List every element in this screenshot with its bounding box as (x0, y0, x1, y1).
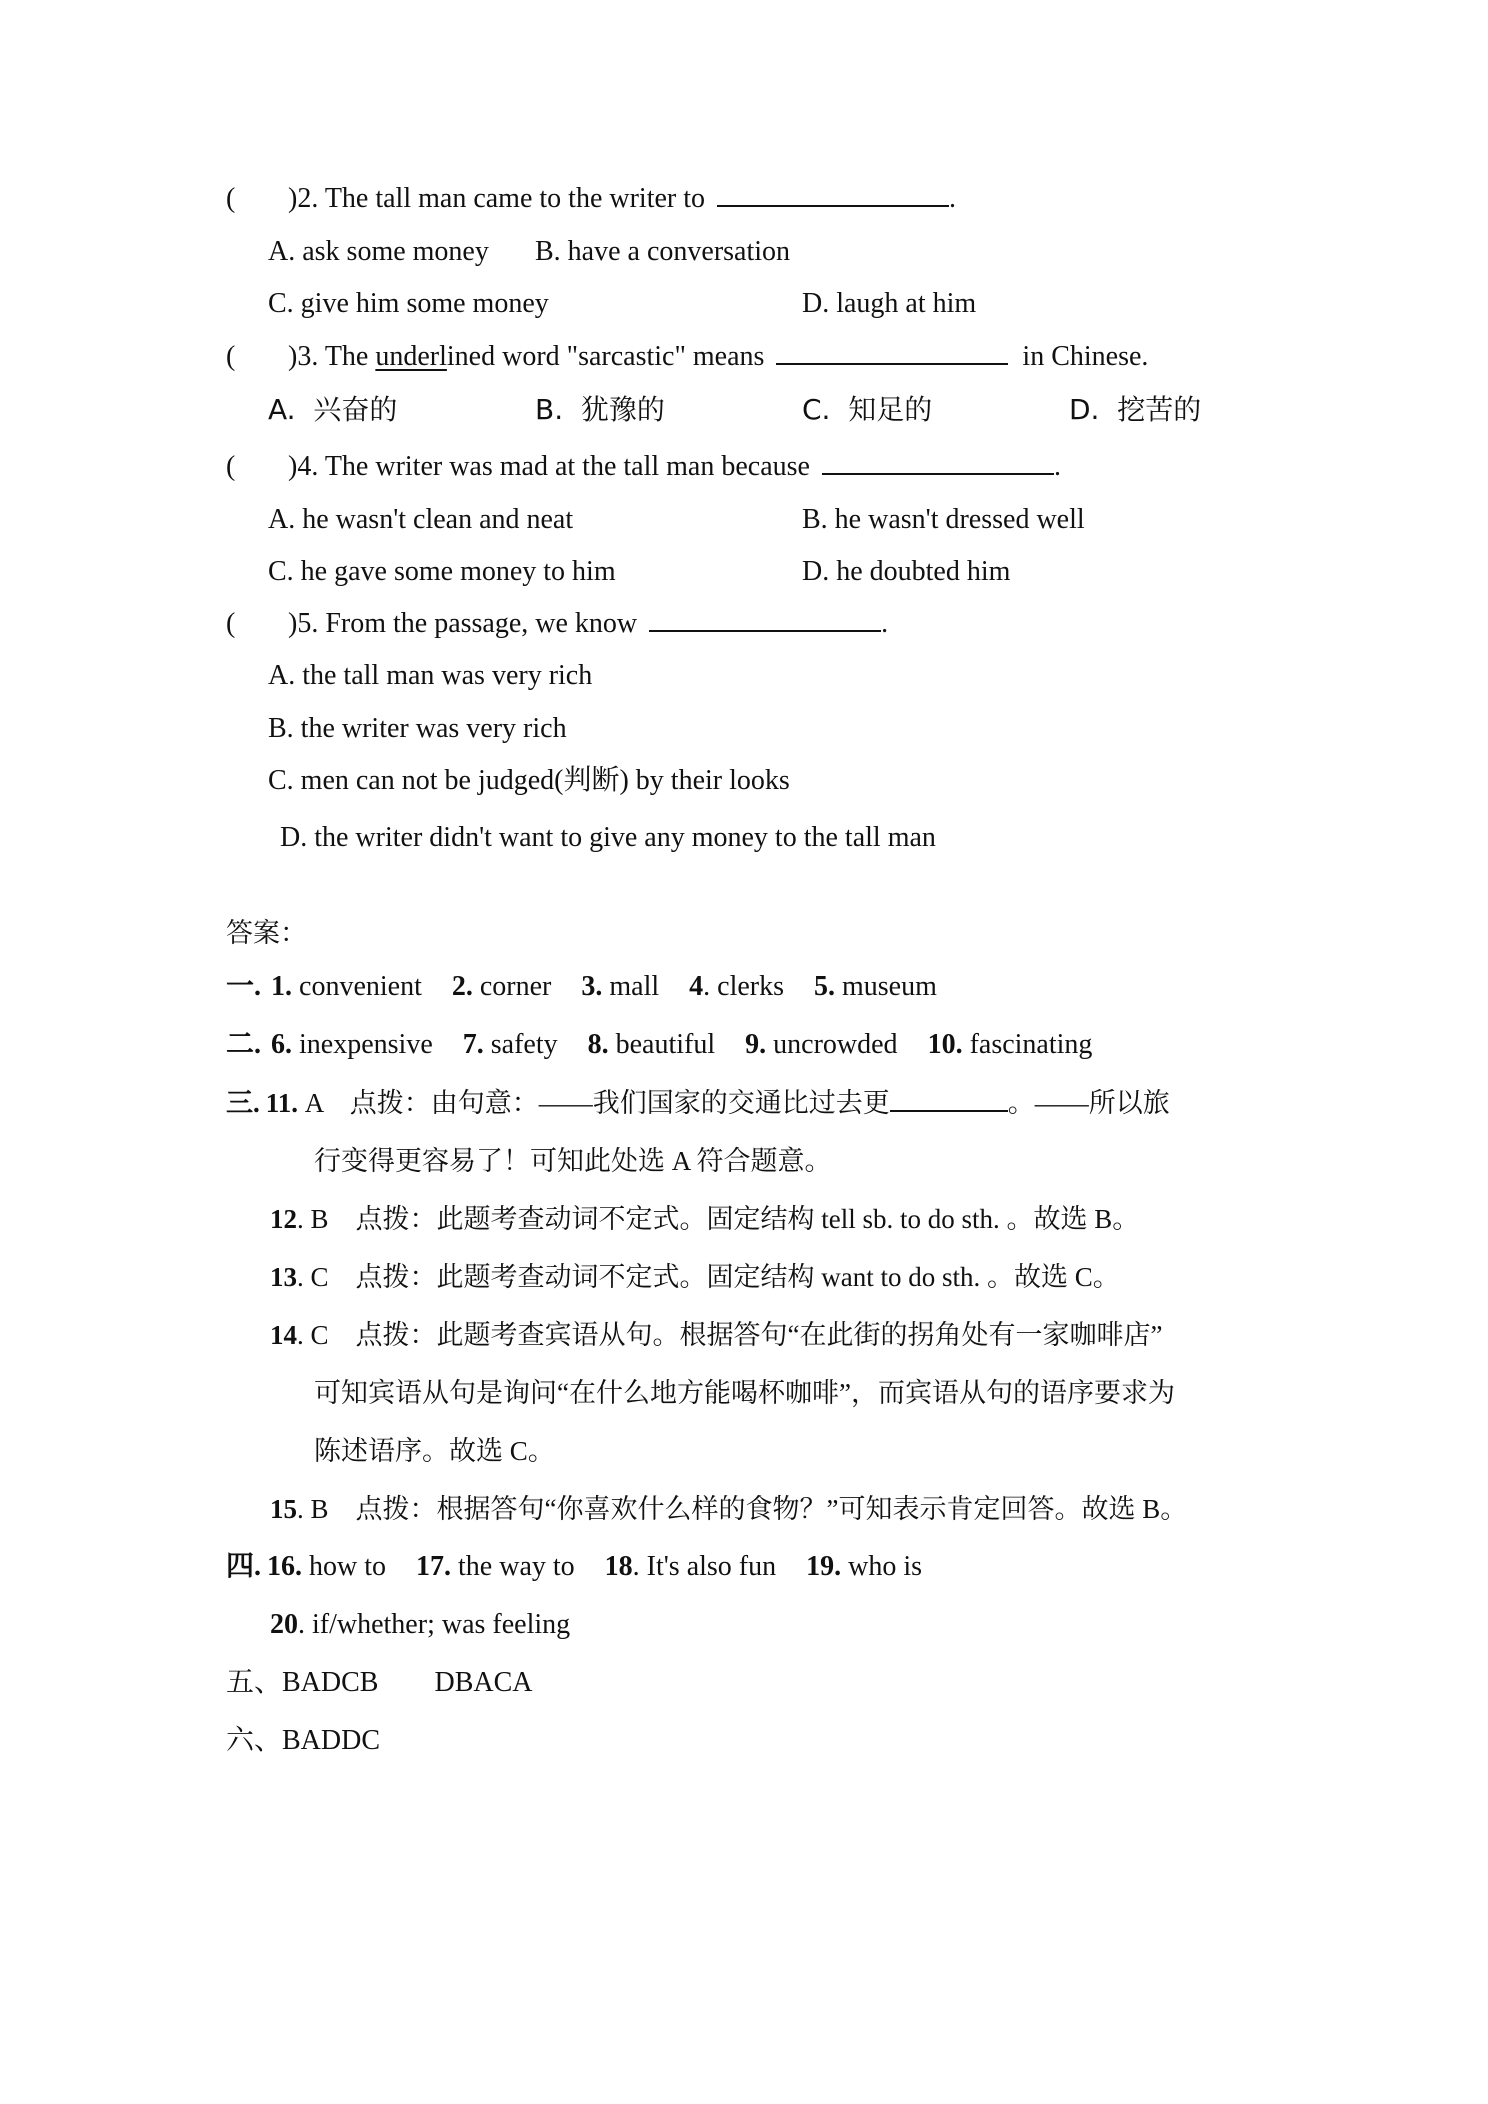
answers-section-6: 六、BADDC (226, 1725, 381, 1756)
answer-number: 15 (270, 1494, 297, 1524)
answer-number: 3. (581, 971, 603, 1002)
answer-explanation: . B 点拨：根据答句“你喜欢什么样的食物？”可知表示肯定回答。故选 B。 (297, 1494, 1188, 1524)
answer-12 (270, 1199, 1139, 1239)
stem-end: . (1053, 451, 1061, 482)
answer-number: 13 (270, 1262, 297, 1292)
answer-number: 9. (745, 1029, 767, 1060)
option-2c: C. give him some money (268, 288, 549, 319)
answer-text: fascinating (962, 1029, 1093, 1060)
option-4b: B. he wasn't dressed well (802, 504, 1085, 535)
answer-blank (890, 1084, 1008, 1112)
answer-number: 16. (267, 1551, 303, 1582)
answer-14 (270, 1315, 1162, 1355)
option-4a: A. he wasn't clean and neat (268, 504, 574, 535)
answer-text: beautiful (608, 1029, 716, 1060)
answer-number: 19. (806, 1551, 842, 1582)
answer-text: inexpensive (292, 1029, 433, 1060)
answer-text: museum (835, 971, 937, 1002)
question-stem-text: )2. The tall man came to the writer to (288, 183, 706, 214)
answer-20 (270, 1605, 570, 1645)
answer-text: mall (602, 971, 660, 1002)
answer-blank (776, 337, 1008, 365)
answer-explanation: . C 点拨：此题考查动词不定式。固定结构 want to do sth. 。故选 C。 (297, 1262, 1120, 1292)
answer-number: 2. (451, 971, 473, 1002)
answer-number: 7. (462, 1029, 484, 1060)
option-3b: B. 犹豫的 (535, 393, 665, 426)
option-4d: D. he doubted him (802, 556, 1011, 587)
option-4c: C. he gave some money to him (268, 556, 616, 587)
answer-13 (270, 1257, 1120, 1297)
answer-explanation: A 点拨：由句意：——我们国家的交通比过去更 (298, 1088, 890, 1118)
answer-text: . It's also fun (632, 1551, 777, 1582)
answer-text: corner (472, 971, 552, 1002)
answer-number: 5. (814, 971, 835, 1002)
answer-text: convenient (292, 971, 422, 1002)
answers-section-1 (226, 967, 937, 1007)
answer-blank (717, 179, 949, 207)
section-label: 四. (226, 1551, 262, 1582)
section-label: 三. (226, 1088, 260, 1118)
answer-11 (226, 1083, 1170, 1123)
answer-text: . if/whether; was feeling (298, 1609, 571, 1640)
answer-text: safety (483, 1029, 558, 1060)
answer-paren: ( (226, 608, 236, 639)
answer-text: how to (302, 1551, 387, 1582)
answer-number: 20 (270, 1609, 298, 1640)
answer-explanation: 。——所以旅 (1007, 1088, 1170, 1118)
stem-end: in Chinese. (1022, 341, 1149, 372)
answer-text: the way to (451, 1551, 575, 1582)
question-2-stem (226, 179, 956, 219)
answer-number: 4 (689, 971, 704, 1002)
question-3-stem (226, 337, 1148, 377)
answer-explanation: . B 点拨：此题考查动词不定式。固定结构 tell sb. to do sth. 。故选 B。 (297, 1204, 1140, 1234)
answer-number: 11. (265, 1088, 299, 1118)
section-answers: DBACA (434, 1667, 533, 1698)
section-label: 一. (226, 971, 262, 1002)
answer-text: who is (841, 1551, 923, 1582)
question-stem-text: )3. The (288, 341, 376, 372)
answer-14-cont: 陈述语序。故选 C。 (314, 1436, 555, 1466)
answer-paren: ( (226, 183, 236, 214)
answer-text: uncrowded (766, 1029, 898, 1060)
answer-14-cont: 可知宾语从句是询问“在什么地方能喝杯咖啡”，而宾语从句的语序要求为 (314, 1378, 1175, 1408)
underlined-text: underl (375, 341, 447, 372)
answers-section-5 (226, 1663, 533, 1703)
answer-text: . clerks (703, 971, 784, 1002)
answer-number: 10. (927, 1029, 963, 1060)
option-5a: A. the tall man was very rich (268, 660, 593, 691)
option-5d: D. the writer didn't want to give any money to the tall man (280, 822, 936, 853)
option-2a: A. ask some money (268, 236, 489, 267)
answers-section-2 (226, 1025, 1092, 1065)
answer-11-cont: 行变得更容易了！可知此处选 A 符合题意。 (314, 1146, 832, 1176)
answer-number: 17. (416, 1551, 452, 1582)
answer-blank (649, 604, 881, 632)
answer-number: 12 (270, 1204, 297, 1234)
question-stem-text: ined word "sarcastic" means (446, 341, 765, 372)
answer-explanation: . C 点拨：此题考查宾语从句。根据答句“在此街的拐角处有一家咖啡店” (297, 1320, 1163, 1350)
stem-end: . (949, 183, 957, 214)
section-label: 二. (226, 1029, 262, 1060)
answer-paren: ( (226, 341, 236, 372)
answer-number: 18 (604, 1551, 633, 1582)
question-5-stem (226, 604, 888, 644)
option-5b: B. the writer was very rich (268, 713, 567, 744)
option-3d: D. 挖苦的 (1069, 393, 1202, 426)
answer-number: 6. (271, 1029, 293, 1060)
answers-heading: 答案： (226, 918, 307, 949)
answer-paren: ( (226, 451, 236, 482)
stem-end: . (881, 608, 889, 639)
question-4-stem (226, 447, 1061, 487)
option-2b: B. have a conversation (535, 236, 791, 267)
answer-blank (822, 447, 1054, 475)
option-3c: C. 知足的 (802, 393, 933, 426)
answer-number: 1. (271, 971, 293, 1002)
answers-section-4 (226, 1547, 922, 1587)
option-2d: D. laugh at him (802, 288, 977, 319)
option-5c: C. men can not be judged(判断) by their looks (268, 765, 790, 796)
answer-15 (270, 1489, 1187, 1529)
option-3a: A. 兴奋的 (268, 393, 398, 426)
answer-number: 8. (587, 1029, 609, 1060)
question-stem-text: )5. From the passage, we know (288, 608, 638, 639)
question-stem-text: )4. The writer was mad at the tall man because (288, 451, 810, 482)
section-answers: 五、BADCB (226, 1667, 379, 1698)
answer-number: 14 (270, 1320, 297, 1350)
